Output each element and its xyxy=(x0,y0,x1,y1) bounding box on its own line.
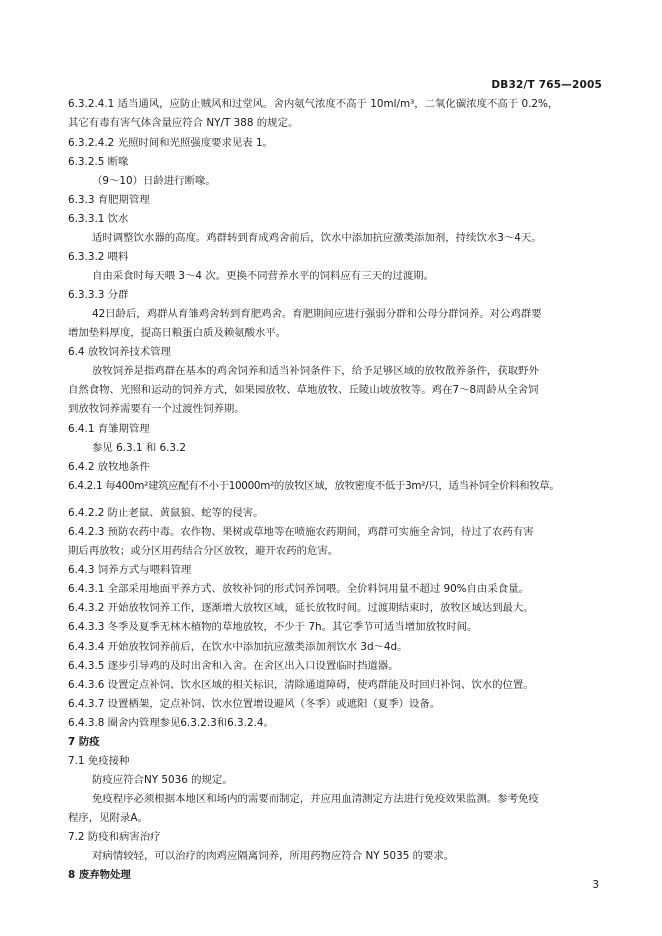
text-line: 放牧饲养是指鸡群在基本的鸡舍饲养和适当补饲条件下，给予足够区域的放牧散养条件，获取野外 xyxy=(92,365,539,377)
text-line: 自然食物、光照和运动的饲养方式，如果园放牧、草地放牧、丘陵山坡放牧等。鸡在7～8周龄从全舍饲 xyxy=(68,384,539,396)
section-heading: 6.3.3.1 饮水 xyxy=(68,213,129,225)
text-line: 6.4.3.8 圈舍内管理参见6.3.2.3和6.3.2.4。 xyxy=(68,717,274,729)
chapter-heading: 7 防疫 xyxy=(68,736,100,748)
text-line: 到放牧饲养需要有一个过渡性饲养期。 xyxy=(68,403,245,415)
text-line: 防疫应符合NY 5036 的规定。 xyxy=(92,774,233,786)
text-line: 6.4.3.2 开始放牧饲养工作，逐渐增大放牧区域，延长放牧时间。过渡期结束时，放牧区域达到最大。 xyxy=(68,602,534,614)
text-line: 6.4.3.6 设置定点补饲、饮水区域的相关标识，清除通道障碍，使鸡群能及时回归补饲、饮水的位置。 xyxy=(68,679,534,691)
text-line: 6.4.2.2 防止老鼠、黄鼠狼、蛇等的侵害。 xyxy=(68,507,264,519)
text-line: 6.3.2.4.1 适当通风，应防止贼风和过堂风。舍内氨气浓度不高于 10ml/m³，二氧化碳浓度不高于 0.2%， xyxy=(68,98,559,110)
chapter-heading: 8 废弃物处理 xyxy=(68,869,131,881)
text-line: 6.4.3.5 逐步引导鸡的及时出舍和入舍。在舍区出入口设置临时挡道器。 xyxy=(68,660,399,672)
text-line: 自由采食时每天喂 3～4 次。更换不同营养水平的饲料应有三天的过渡期。 xyxy=(92,270,434,282)
page-number: 3 xyxy=(592,879,599,891)
text-line: （9～10）日龄进行断喙。 xyxy=(92,175,216,187)
section-heading: 6.3.2.5 断喙 xyxy=(68,156,129,168)
text-line: 增加垫料厚度，提高日粮蛋白质及赖氨酸水平。 xyxy=(68,327,287,339)
standard-code: DB32/T 765—2005 xyxy=(491,79,602,91)
section-heading: 6.4.3 饲养方式与喂料管理 xyxy=(68,564,192,576)
text-line: 42日龄后，鸡群从育雏鸡舍转到育肥鸡舍。育肥期间应进行强弱分群和公母分群饲养。对公鸡群要 xyxy=(92,308,542,320)
section-heading: 6.4.1 育雏期管理 xyxy=(68,423,150,435)
section-heading: 7.2 防疫和病害治疗 xyxy=(68,831,161,843)
section-heading: 7.1 免疫接种 xyxy=(68,755,130,767)
text-line: 适时调整饮水器的高度。鸡群转到育成鸡舍前后，饮水中添加抗应激类添加剂，持续饮水3～4天。 xyxy=(92,232,542,244)
text-line: 程序，见附录A。 xyxy=(68,812,148,824)
text-line: 参见 6.3.1 和 6.3.2 xyxy=(92,442,186,454)
section-heading: 6.4 放牧饲养技术管理 xyxy=(68,346,171,358)
text-line: 6.4.3.3 冬季及夏季无林木植物的草地放牧，不少于 7h。其它季节可适当增加放牧时间。 xyxy=(68,621,478,633)
text-line: 其它有毒有害气体含量应符合 NY/T 388 的规定。 xyxy=(68,117,299,129)
section-heading: 6.3.3 育肥期管理 xyxy=(68,194,150,206)
text-line: 6.4.3.1 全部采用地面平养方式、放牧补饲的形式饲养饲喂。全价料饲用量不超过 90%自由采食量。 xyxy=(68,583,529,595)
text-line: 6.3.2.4.2 光照时间和光照强度要求见表 1。 xyxy=(68,137,273,149)
text-line: 6.4.2.1 每400m²建筑应配有不小于10000m²的放牧区域，放牧密度不低于3m²/只，适当补饲全价料和牧草。 xyxy=(68,480,560,492)
text-line: 免疫程序必须根据本地区和场内的需要而制定，并应用血清测定方法进行免疫效果监测。参考免疫 xyxy=(92,793,539,805)
text-line: 6.4.3.4 开始放牧饲养前后，在饮水中添加抗应激类添加剂饮水 3d～4d。 xyxy=(68,641,408,653)
text-line: 6.4.2.3 预防农药中毒。农作物、果树或草地等在喷施农药期间，鸡群可实施全舍饲，待过了农药有害 xyxy=(68,526,534,538)
text-line: 6.4.3.7 设置栖架，定点补饲、饮水位置增设避风（冬季）或遮阳（夏季）设备。 xyxy=(68,698,441,710)
section-heading: 6.3.3.2 喂料 xyxy=(68,251,129,263)
text-line: 对病情较轻，可以治疗的肉鸡应隔离饲养，所用药物应符合 NY 5035 的要求。 xyxy=(92,850,455,862)
section-heading: 6.4.2 放牧地条件 xyxy=(68,461,150,473)
section-heading: 6.3.3.3 分群 xyxy=(68,289,129,301)
text-line: 期后再放牧；或分区用药结合分区放牧，避开农药的危害。 xyxy=(68,545,339,557)
